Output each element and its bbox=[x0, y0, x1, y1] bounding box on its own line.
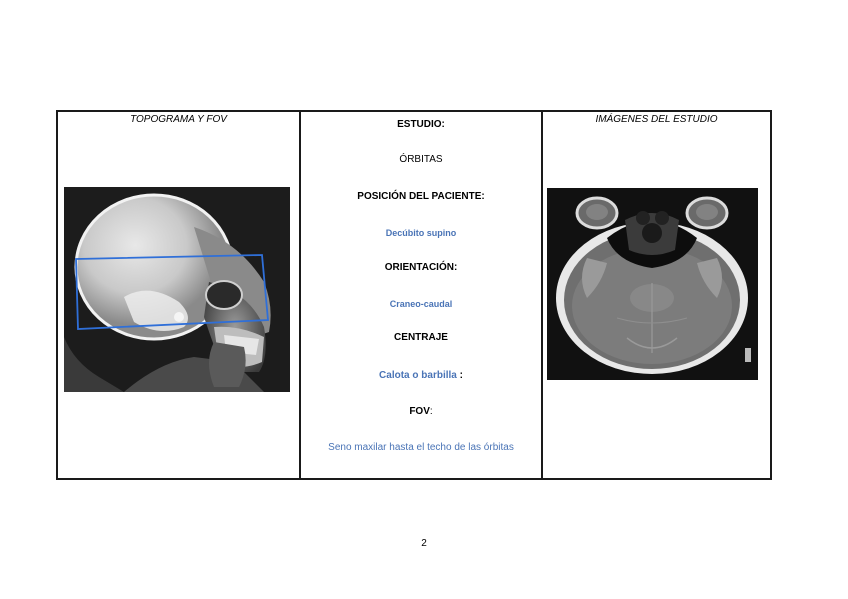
centraje-line bbox=[301, 370, 541, 381]
orientacion-value: Craneo-caudal bbox=[389, 299, 453, 309]
topogram-column bbox=[58, 112, 301, 478]
page-number: 2 bbox=[421, 538, 427, 549]
axial-ct-orbits-image bbox=[547, 188, 758, 380]
study-table bbox=[56, 110, 772, 480]
estudio-value: ÓRBITAS bbox=[399, 154, 443, 165]
fov-value: Seno maxilar hasta el techo de las órbitas bbox=[328, 442, 514, 453]
skull-xray-topogram-image bbox=[64, 187, 290, 392]
fov-line bbox=[301, 406, 541, 417]
centraje-value: Calota o barbilla bbox=[379, 370, 457, 381]
study-images-column bbox=[543, 112, 770, 478]
topogram-title: TOPOGRAMA Y FOV bbox=[130, 114, 227, 125]
study-images-title: IMÁGENES DEL ESTUDIO bbox=[595, 114, 718, 125]
study-details-column bbox=[301, 112, 543, 478]
posicion-value: Decúbito supino bbox=[385, 228, 457, 238]
centraje-label: CENTRAJE bbox=[394, 332, 448, 343]
posicion-label: POSICIÓN DEL PACIENTE: bbox=[357, 191, 485, 202]
orientacion-label: ORIENTACIÓN: bbox=[384, 262, 458, 273]
fov-label: FOV bbox=[409, 406, 430, 417]
centraje-suffix: : bbox=[456, 370, 463, 381]
fov-suffix: : bbox=[429, 406, 433, 417]
estudio-label: ESTUDIO: bbox=[397, 119, 445, 130]
